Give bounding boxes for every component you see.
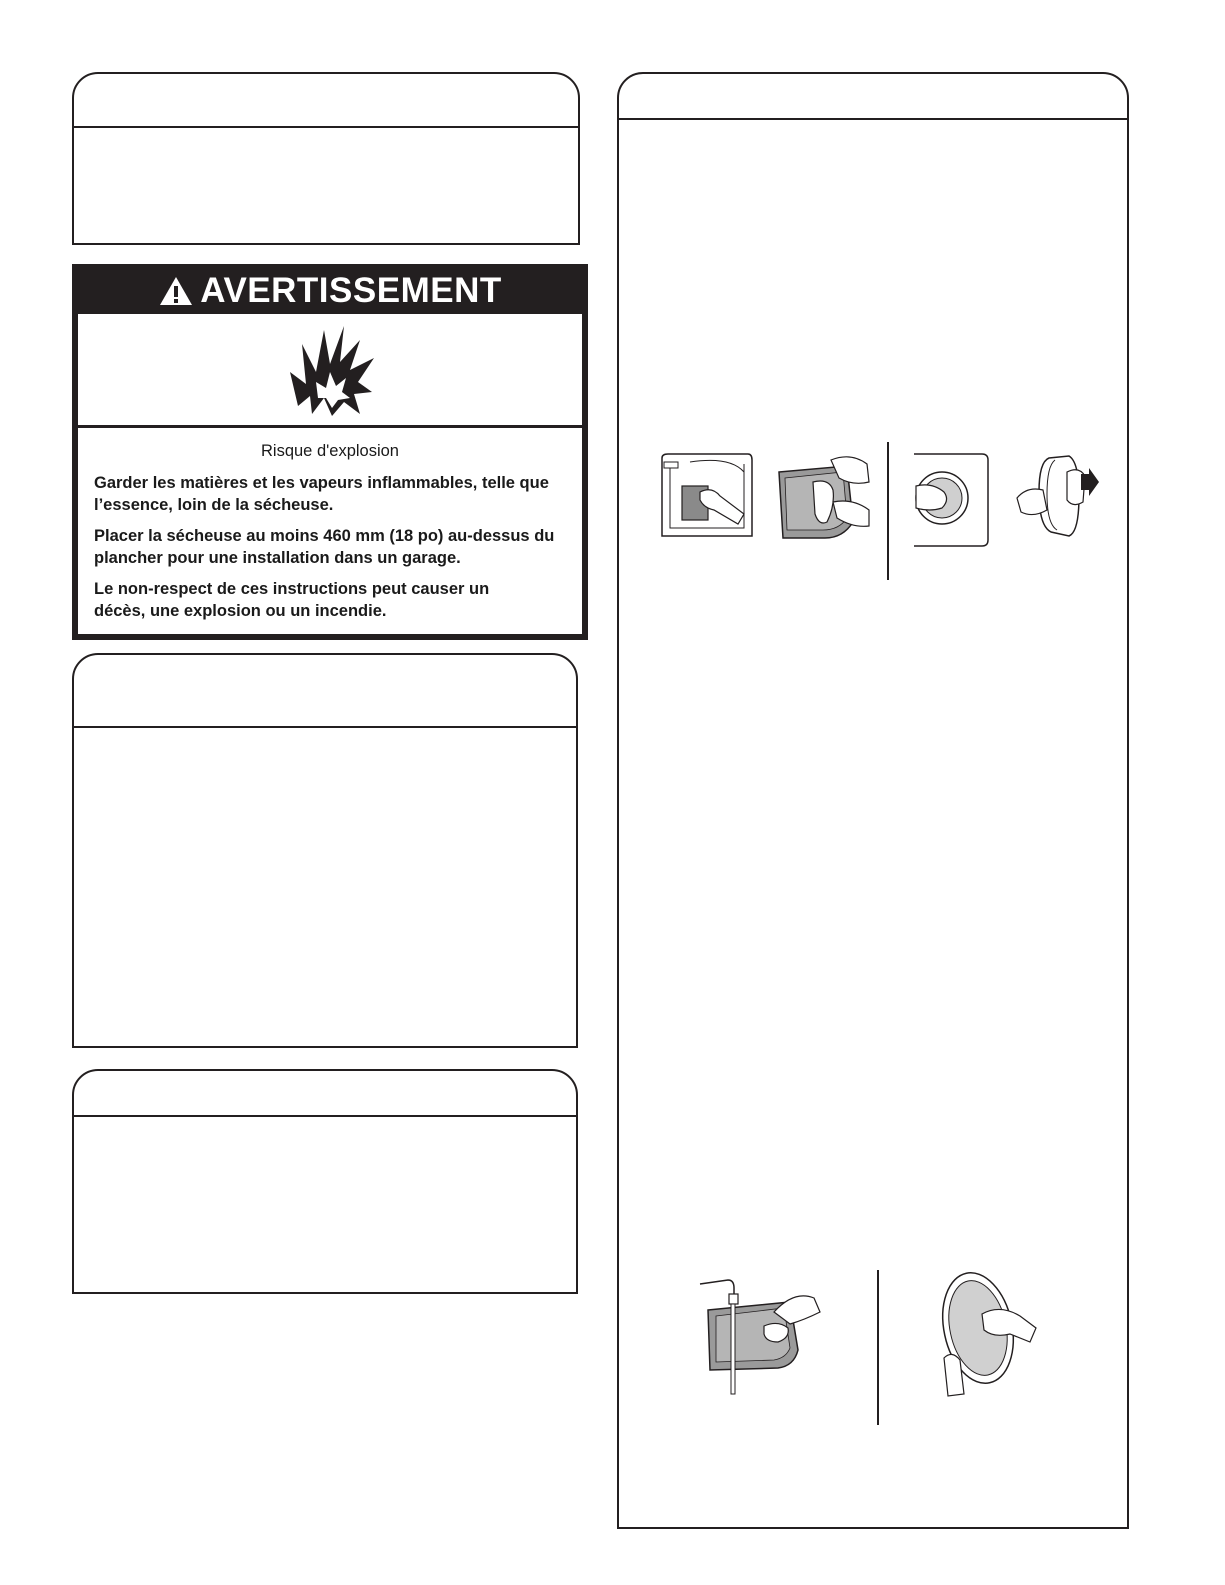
section-box-3-divider (74, 1115, 576, 1117)
warning-paragraph: Garder les matières et les vapeurs inflammables, telle que l’essence, loin de la sécheuse. (94, 474, 549, 514)
warning-body (78, 428, 582, 634)
section-box-right-divider (619, 118, 1127, 120)
pull-out-filter-illustration (1013, 452, 1099, 542)
illustration-divider (877, 1270, 879, 1425)
warning-title: AVERTISSEMENT (200, 270, 502, 310)
remove-lint-screen-illustration (660, 452, 756, 542)
section-box-1 (72, 72, 580, 245)
illustration-divider (887, 442, 889, 580)
warning-triangle-icon (158, 275, 194, 307)
warning-paragraph: Placer la sécheuse au moins 460 mm (18 po) au-dessus du plancher pour une installation dans un garage. (94, 527, 555, 567)
warning-paragraph: Le non-respect de ces instructions peut causer un décès, une explosion ou un incendie. (94, 580, 490, 620)
section-box-2 (72, 653, 578, 1048)
section-box-2-divider (74, 726, 576, 728)
warning-panel (72, 264, 588, 640)
brush-round-filter-illustration (930, 1268, 1040, 1402)
warning-header (75, 267, 585, 314)
explosion-icon (288, 324, 378, 416)
rinse-lint-screen-illustration (694, 1272, 824, 1396)
round-lint-filter-illustration (912, 452, 990, 548)
warning-subtitle: Risque d'explosion (261, 442, 399, 460)
section-box-1-divider (74, 126, 578, 128)
section-box-3 (72, 1069, 578, 1294)
warning-symbol-area (78, 314, 582, 425)
wipe-lint-screen-illustration (773, 452, 873, 544)
